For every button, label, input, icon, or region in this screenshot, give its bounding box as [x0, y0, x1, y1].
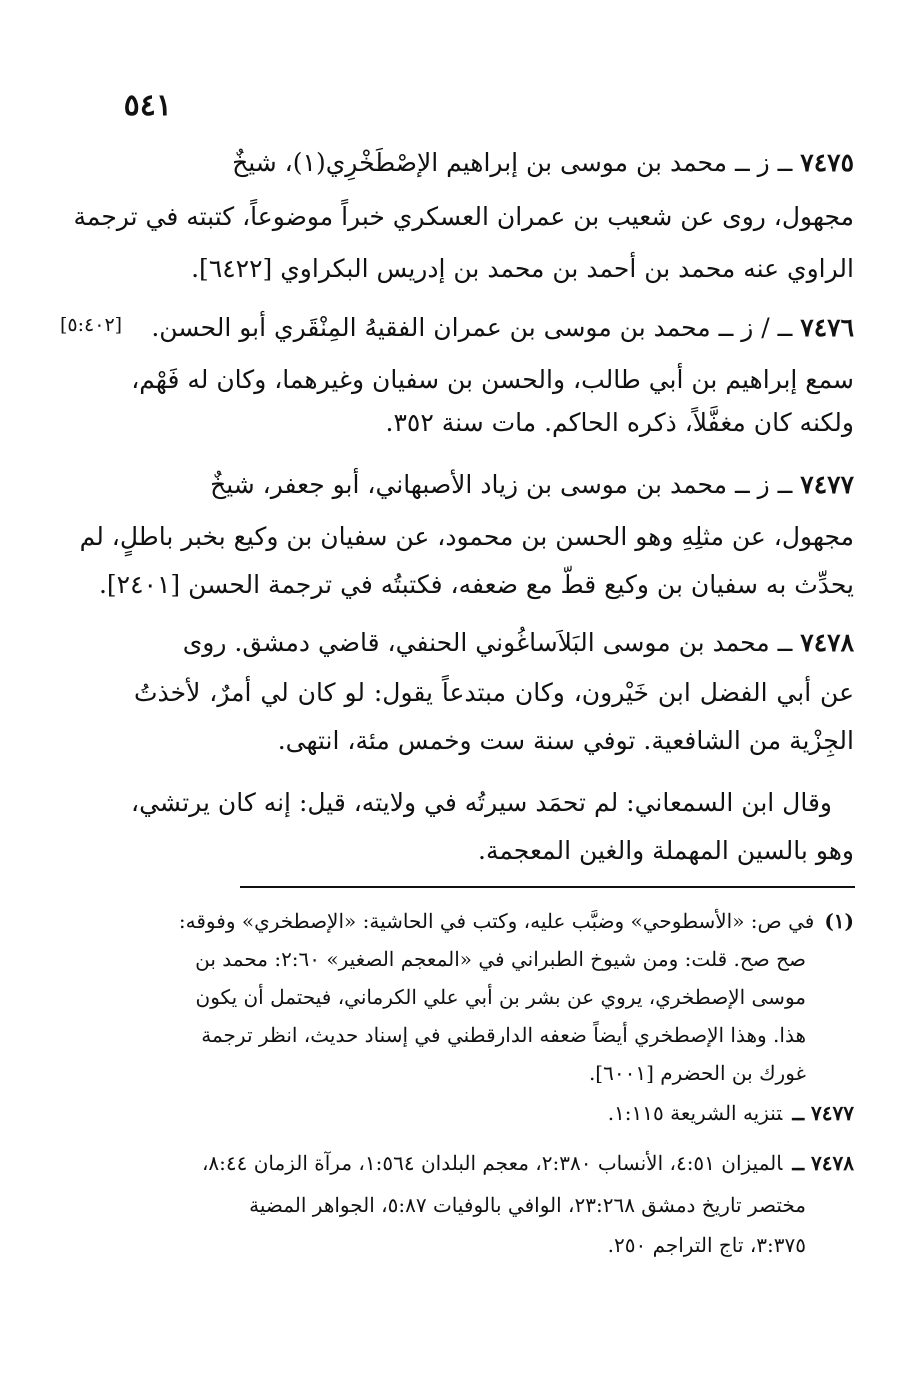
entry-line: يحدِّث به سفيان بن وكيع قطّ مع ضعفه، فكتبتُه في ترجمة الحسن [٢٤٠١].: [98, 570, 854, 599]
entry-line: سمع إبراهيم بن أبي طالب، والحسن بن سفيان وغيرهما، وكان له فَهْم،: [131, 365, 854, 394]
source-line: [124, 1094, 854, 1132]
page-number: ٥٤١: [123, 88, 172, 123]
entry-number: ٧٤٧٧: [800, 470, 854, 499]
entry-line: [134, 460, 854, 510]
source-entry-number: ٧٤٧٧ ــ: [792, 1101, 854, 1125]
footnote-line: صح صح. قلت: ومن شيوخ الطبراني في «المعجم الصغير» ٢:٦٠: محمد بن: [195, 947, 806, 971]
footnote-line: [124, 902, 854, 940]
footnote-line: غورك بن الحضرم [٦٠٠١].: [588, 1061, 806, 1085]
entry-line: وقال ابن السمعاني: لم تحمَد سيرتُه في ولايته، قيل: إنه كان يرتشي،: [131, 788, 832, 817]
footnote-separator: [240, 886, 855, 888]
source-text: الميزان ٤:٥١، الأنساب ٢:٣٨٠، معجم البلدان ١:٥٦٤، مرآة الزمان ٨:٤٤،: [201, 1151, 783, 1175]
entry-line: مجهول، عن مثلِهِ وهو الحسن بن محمود، عن سفيان بن وكيع بخبر باطلٍ، لم: [79, 522, 854, 551]
entry-text: ــ / ز ــ محمد بن موسى بن عمران الفقيهُ المِنْقَري أبو الحسن.: [151, 313, 793, 342]
entry-line: الراوي عنه محمد بن أحمد بن محمد بن إدريس البكراوي [٦٤٢٢].: [191, 254, 854, 283]
entry-line: [134, 138, 854, 188]
entry-text: ــ ز ــ محمد بن موسى بن إبراهيم الإصْطَخْرِي(١)، شيخٌ: [232, 148, 793, 177]
entry-number: ٧٤٧٨: [800, 628, 854, 657]
margin-reference: [٥:٤٠٢]: [60, 314, 123, 336]
entry-line: الجِزْية من الشافعية. توفي سنة ست وخمس مئة، انتهى.: [277, 726, 854, 755]
entry-number: ٧٤٧٦: [800, 313, 854, 342]
source-line: ٣:٣٧٥، تاج التراجم ٢٥٠.: [607, 1233, 806, 1257]
footnote-text: في ص: «الأسطوحي» وضبَّب عليه، وكتب في الحاشية: «الإصطخري» وفوقه:: [178, 909, 815, 933]
entry-line: ولكنه كان مغفَّلاً، ذكره الحاكم. مات سنة ٣٥٢.: [385, 408, 854, 437]
entry-text: ــ محمد بن موسى البَلاَساغُوني الحنفي، قاضي دمشق. روى: [182, 628, 793, 657]
footnote-line: هذا. وهذا الإصطخري أيضاً ضعفه الدارقطني في إسناد حديث، انظر ترجمة: [201, 1023, 806, 1047]
footnote-line: موسى الإصطخري، يروي عن بشر بن أبي علي الكرماني، فيحتمل أن يكون: [195, 985, 806, 1009]
entry-text: ــ ز ــ محمد بن موسى بن زياد الأصبهاني، أبو جعفر، شيخٌ: [210, 470, 793, 499]
entry-line: [151, 303, 854, 353]
footnote-marker: (١): [824, 909, 854, 933]
entry-number: ٧٤٧٥: [800, 148, 854, 177]
source-line: مختصر تاريخ دمشق ٢٣:٢٦٨، الوافي بالوفيات ٥:٨٧، الجواهر المضية: [249, 1193, 806, 1217]
entry-line: مجهول، روى عن شعيب بن عمران العسكري خبراً موضوعاً، كتبته في ترجمة: [73, 202, 854, 231]
source-text: تنزيه الشريعة ١:١١٥.: [607, 1101, 783, 1125]
entry-line: وهو بالسين المهملة والغين المعجمة.: [478, 836, 854, 865]
entry-line: عن أبي الفضل ابن خَيْرون، وكان مبتدعاً يقول: لو كان لي أمرٌ، لأخذتُ: [134, 678, 854, 707]
source-entry-number: ٧٤٧٨ ــ: [792, 1151, 854, 1175]
entry-line: [134, 618, 854, 668]
source-line: [124, 1144, 854, 1182]
